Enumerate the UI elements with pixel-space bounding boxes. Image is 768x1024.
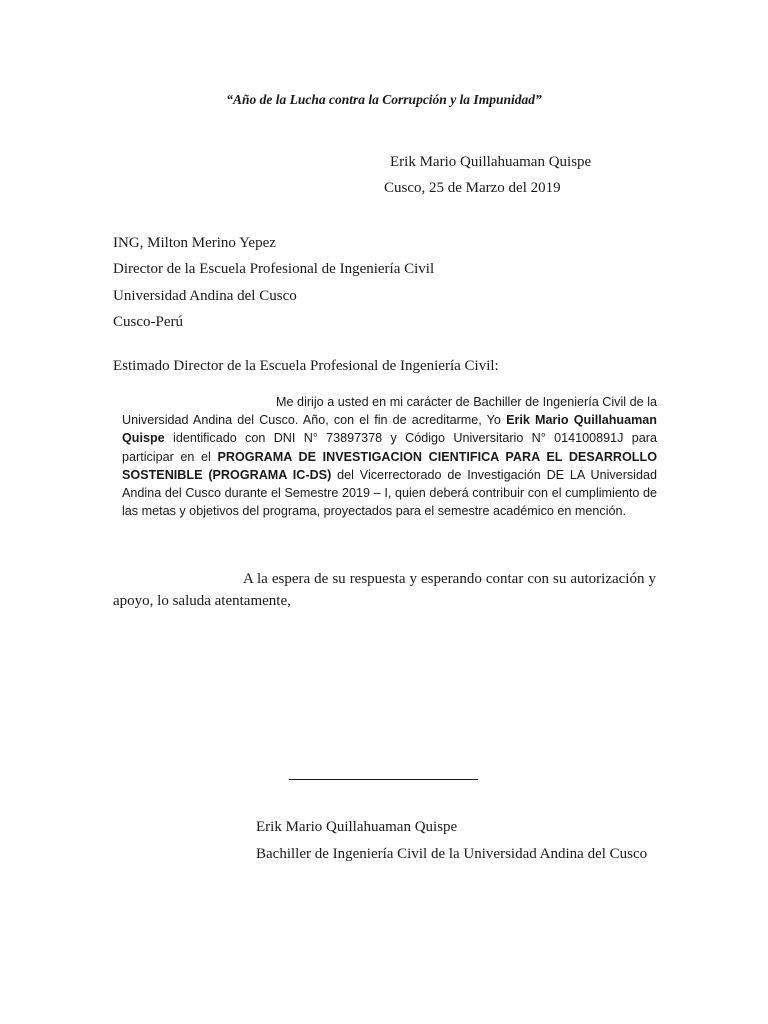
salutation: Estimado Director de la Escuela Profesional de Ingeniería Civil: <box>113 358 499 374</box>
signature-line <box>289 779 478 780</box>
letter-motto: “Año de la Lucha contra la Corrupción y la Impunidad” <box>226 92 542 107</box>
recipient-location: Cusco-Perú <box>113 314 183 330</box>
recipient-position: Director de la Escuela Profesional de Ingeniería Civil <box>113 261 435 277</box>
body-paragraph <box>122 393 657 520</box>
body-text-end: del Vicerrectorado de Investigación DE LA Universidad Andina del Cusco durante el Semestre 2019 – I, quien deberá contribuir con el cumplimiento de las metas y objetivos del programa, proyectados para el semestre académico en mención. <box>122 467 657 519</box>
body-sender-name: Erik Mario Quillahuaman Quispe <box>122 413 657 446</box>
body-program-name: PROGRAMA DE INVESTIGACION CIENTIFICA PARA EL DESARROLLO SOSTENIBLE (PROGRAMA IC-DS) <box>122 449 657 482</box>
body-text-intro: Me dirijo a usted en mi carácter de Bachiller de Ingeniería Civil de la Universidad Andina del Cusco. Año, con el fin de acreditarme, Yo <box>122 395 657 428</box>
sender-place-date: Cusco, 25 de Marzo del 2019 <box>384 180 561 196</box>
closing-paragraph: A la espera de su respuesta y esperando contar con su autorización y apoyo, lo saluda atentamente, <box>113 571 656 609</box>
recipient-institution: Universidad Andina del Cusco <box>113 288 297 304</box>
sender-name: Erik Mario Quillahuaman Quispe <box>390 154 592 170</box>
signature-name: Erik Mario Quillahuaman Quispe <box>256 819 458 835</box>
recipient-name: ING, Milton Merino Yepez <box>113 235 276 251</box>
body-text-id: identificado con DNI N° 73897378 y Código Universitario N° 014100891J para participar en el <box>122 431 657 464</box>
signature-title: Bachiller de Ingeniería Civil de la Universidad Andina del Cusco <box>256 846 648 862</box>
